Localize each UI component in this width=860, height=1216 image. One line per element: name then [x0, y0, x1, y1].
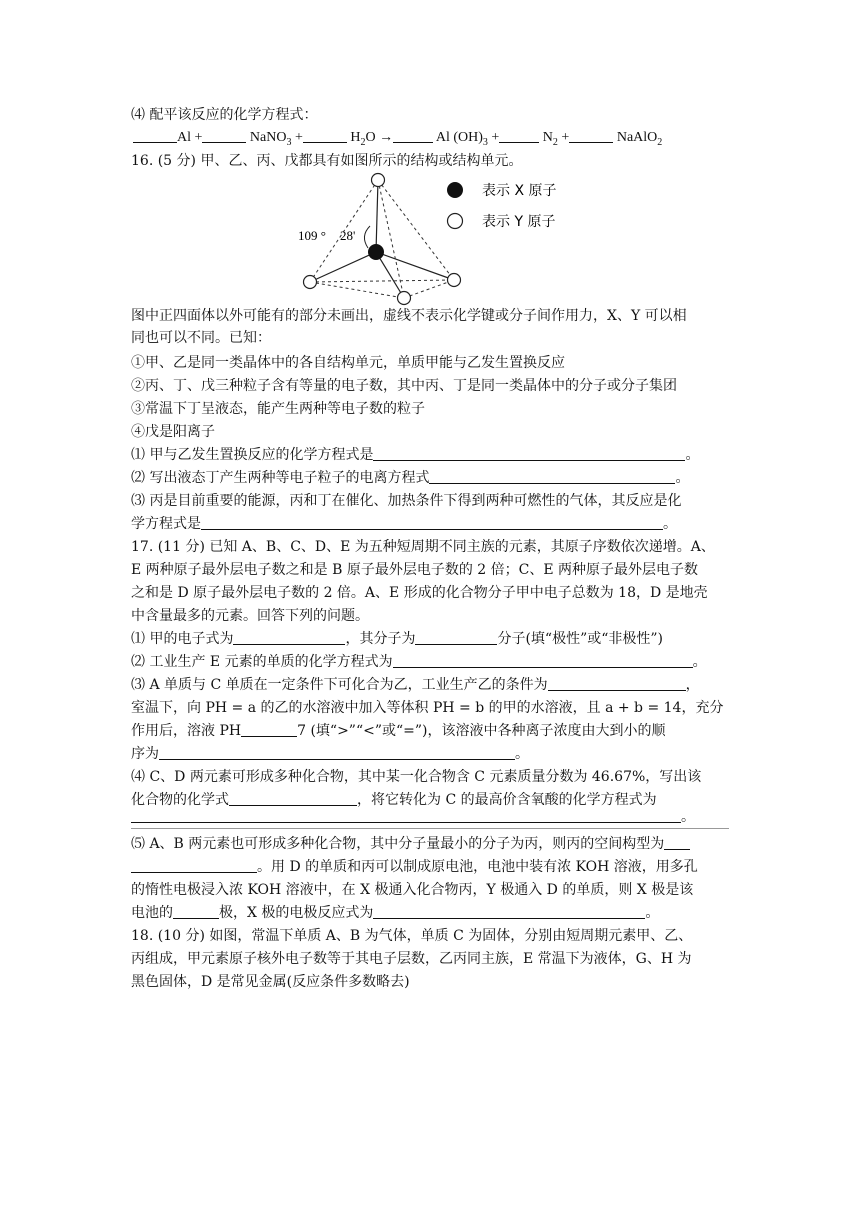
subscript: 2 — [552, 136, 558, 148]
q18-line-2: 丙组成，甲元素原子核外电子数等于其电子层数，乙丙同主族，E 常温下为液体，G、H 为 — [131, 951, 692, 967]
punctuation: 。 — [685, 447, 700, 463]
blank[interactable] — [303, 127, 347, 143]
blank[interactable] — [499, 127, 539, 143]
question-text: 7 (填“>”“<”或“=”)，该溶液中各种离子浓度由大到小的顺 — [297, 723, 666, 739]
blank[interactable] — [133, 127, 177, 143]
q17-line-4: 中含量最多的元素。回答下列的问题。 — [131, 608, 369, 624]
q16-desc-1: 图中正四面体以外可能有的部分未画出，虚线不表示化学键或分子间作用力，X、Y 可以相 — [131, 308, 687, 324]
q16-part1 — [131, 444, 731, 466]
legend-x-label: 表示 X 原子 — [482, 183, 557, 199]
dashed-edge — [404, 280, 454, 298]
q16-header: 16. (5 分) 甲、乙、丙、戊都具有如图所示的结构或结构单元。 — [131, 153, 523, 169]
dashed-edge — [310, 280, 454, 282]
punctuation: ， — [685, 677, 700, 693]
question-text: ⑴ 甲与乙发生置换反应的化学方程式是 — [131, 447, 374, 463]
y-atom — [398, 292, 411, 305]
eq-term: NaNO — [249, 130, 287, 145]
q17-part5-d — [131, 902, 731, 924]
y-atom — [372, 174, 385, 187]
legend-y-label: 表示 Y 原子 — [482, 214, 556, 230]
subscript: 2 — [657, 136, 663, 148]
q16-part2 — [131, 467, 731, 489]
dashed-edge — [378, 180, 454, 280]
eq-term: H — [350, 130, 361, 145]
answer-blank[interactable] — [201, 514, 663, 530]
eq-term: N — [542, 130, 553, 145]
question-text: ⑸ A、B 两元素也可形成多种化合物，其中分子量最小的分子为丙，则丙的空间构型为 — [131, 836, 665, 852]
q17-part4-c — [131, 806, 731, 828]
q16-condition-3: ③常温下丁呈液态，能产生两种等电子数的粒子 — [131, 401, 425, 417]
tetrahedron-diagram — [290, 168, 590, 308]
subscript: 3 — [482, 136, 488, 148]
question-text: ⑵ 写出液态丁产生两种等电子粒子的电离方程式 — [131, 470, 430, 486]
q16-condition-4: ④戊是阳离子 — [131, 424, 215, 440]
q15-equation — [133, 127, 733, 149]
answer-blank[interactable] — [548, 675, 686, 691]
q17-part3-d — [131, 743, 731, 765]
punctuation: 。 — [681, 809, 695, 825]
q17-part1 — [131, 628, 731, 650]
answer-blank[interactable] — [664, 834, 690, 850]
q16-part3-b — [131, 513, 731, 535]
dashed-edge — [378, 180, 404, 298]
q15-part4-label: ⑷ 配平该反应的化学方程式： — [131, 107, 318, 123]
x-atom — [368, 244, 384, 260]
q16-part3-a: ⑶ 丙是目前重要的能源，丙和丁在催化、加热条件下得到两种可燃性的气体，其反应是化 — [131, 493, 682, 509]
q17-line-2: E 两种原子最外层电子数之和是 B 原子最外层电子数的 2 倍；C、E 两种原子最外层电子数 — [131, 562, 699, 578]
question-text: 学方程式是 — [131, 516, 201, 532]
blank[interactable] — [202, 127, 246, 143]
answer-blank[interactable] — [373, 903, 645, 919]
y-atom — [304, 276, 317, 289]
q16-desc-2: 同也可以不同。已知： — [131, 330, 271, 346]
y-atom — [448, 274, 461, 287]
eq-term: + — [557, 130, 570, 145]
q17-part3-b: 室温下，向 PH = a 的乙的水溶液中加入等体积 PH = b 的甲的水溶液，且 a + b = 14，充分 — [131, 700, 724, 716]
q17-part5-c: 的惰性电极浸入浓 KOH 溶液中，在 X 极通入化合物丙，Y 极通入 D 的单质，则 X 极是该 — [131, 882, 694, 898]
question-text: 分子(填“极性”或“非极性”) — [497, 631, 664, 647]
answer-blank[interactable] — [131, 807, 681, 823]
q17-part3-a — [131, 674, 731, 696]
subscript: 3 — [286, 136, 292, 148]
bond-line — [376, 252, 454, 280]
legend-y-symbol — [448, 214, 463, 229]
blank[interactable] — [569, 127, 613, 143]
q17-header: 17. (11 分) 已知 A、B、C、D、E 为五种短周期不同主族的元素，其原子序数依次递增。A、 — [131, 539, 715, 555]
answer-blank[interactable] — [229, 790, 357, 806]
q17-part3-c — [131, 720, 731, 742]
eq-term: O → — [365, 130, 394, 145]
question-text: ，其分子为 — [345, 631, 416, 647]
question-text: 极，X 极的电极反应式为 — [219, 905, 374, 921]
legend-x-symbol — [447, 182, 463, 198]
subscript: 2 — [360, 136, 366, 148]
answer-blank[interactable] — [429, 468, 675, 484]
answer-blank[interactable] — [373, 445, 685, 461]
punctuation: 。 — [692, 654, 707, 670]
answer-blank[interactable] — [415, 629, 497, 645]
punctuation: 。 — [675, 470, 690, 486]
question-text: 序为 — [131, 746, 159, 762]
q18-line-1: 18. (10 分) 如图，常温下单质 A、B 为气体，单质 C 为固体，分别由短周期元素甲、乙、 — [131, 928, 693, 944]
q17-line-3: 之和是 D 原子最外层电子数的 2 倍。A、E 形成的化合物分子甲中电子总数为 18，D 是地壳 — [131, 585, 708, 601]
answer-blank[interactable] — [241, 721, 297, 737]
question-text: ，将它转化为 C 的最高价含氧酸的化学方程式为 — [357, 792, 657, 808]
q17-part5-a — [131, 833, 731, 855]
question-text: ⑴ 甲的电子式为 — [131, 631, 234, 647]
angle-label-minutes: 28' — [340, 228, 356, 243]
eq-term: Al + — [177, 130, 203, 145]
q17-part4-a: ⑷ C、D 两元素可形成多种化合物，其中某一化合物含 C 元素质量分数为 46.67%，写出该 — [131, 769, 702, 785]
eq-term: + — [291, 130, 303, 145]
answer-blank[interactable] — [159, 744, 515, 760]
bond-line — [376, 180, 378, 252]
question-text: 作用后，溶液 PH — [131, 723, 242, 739]
punctuation: 。 — [663, 516, 677, 532]
angle-label: 109 ° — [298, 228, 326, 243]
answer-blank[interactable] — [173, 903, 219, 919]
answer-blank[interactable] — [131, 857, 257, 873]
answer-blank[interactable] — [393, 652, 693, 668]
answer-blank[interactable] — [233, 629, 345, 645]
question-text: 。用 D 的单质和丙可以制成原电池，电池中装有浓 KOH 溶液，用多孔 — [257, 859, 698, 875]
q17-part5-b — [131, 856, 731, 878]
q16-condition-2: ②丙、丁、戊三种粒子含有等量的电子数，其中丙、丁是同一类晶体中的分子或分子集团 — [131, 378, 677, 394]
q16-condition-1: ①甲、乙是同一类晶体中的各自结构单元，单质甲能与乙发生置换反应 — [131, 355, 565, 371]
punctuation: 。 — [515, 746, 529, 762]
question-text: ⑵ 工业生产 E 元素的单质的化学方程式为 — [131, 654, 393, 670]
blank[interactable] — [393, 127, 433, 143]
eq-term: Al (OH) — [435, 130, 483, 145]
question-text: 电池的 — [131, 905, 173, 921]
bond-line — [376, 252, 404, 298]
punctuation: 。 — [645, 905, 660, 921]
angle-arc — [364, 226, 370, 248]
question-text: ⑶ A 单质与 C 单质在一定条件下可化合为乙，工业生产乙的条件为 — [131, 677, 548, 693]
divider — [131, 828, 729, 829]
q17-part2 — [131, 651, 731, 673]
dashed-edge — [310, 282, 404, 298]
question-text: 化合物的化学式 — [131, 792, 229, 808]
q18-line-3: 黑色固体，D 是常见金属(反应条件多数略去) — [131, 974, 410, 990]
eq-term: + — [487, 130, 500, 145]
eq-term: NaAlO — [616, 130, 658, 145]
